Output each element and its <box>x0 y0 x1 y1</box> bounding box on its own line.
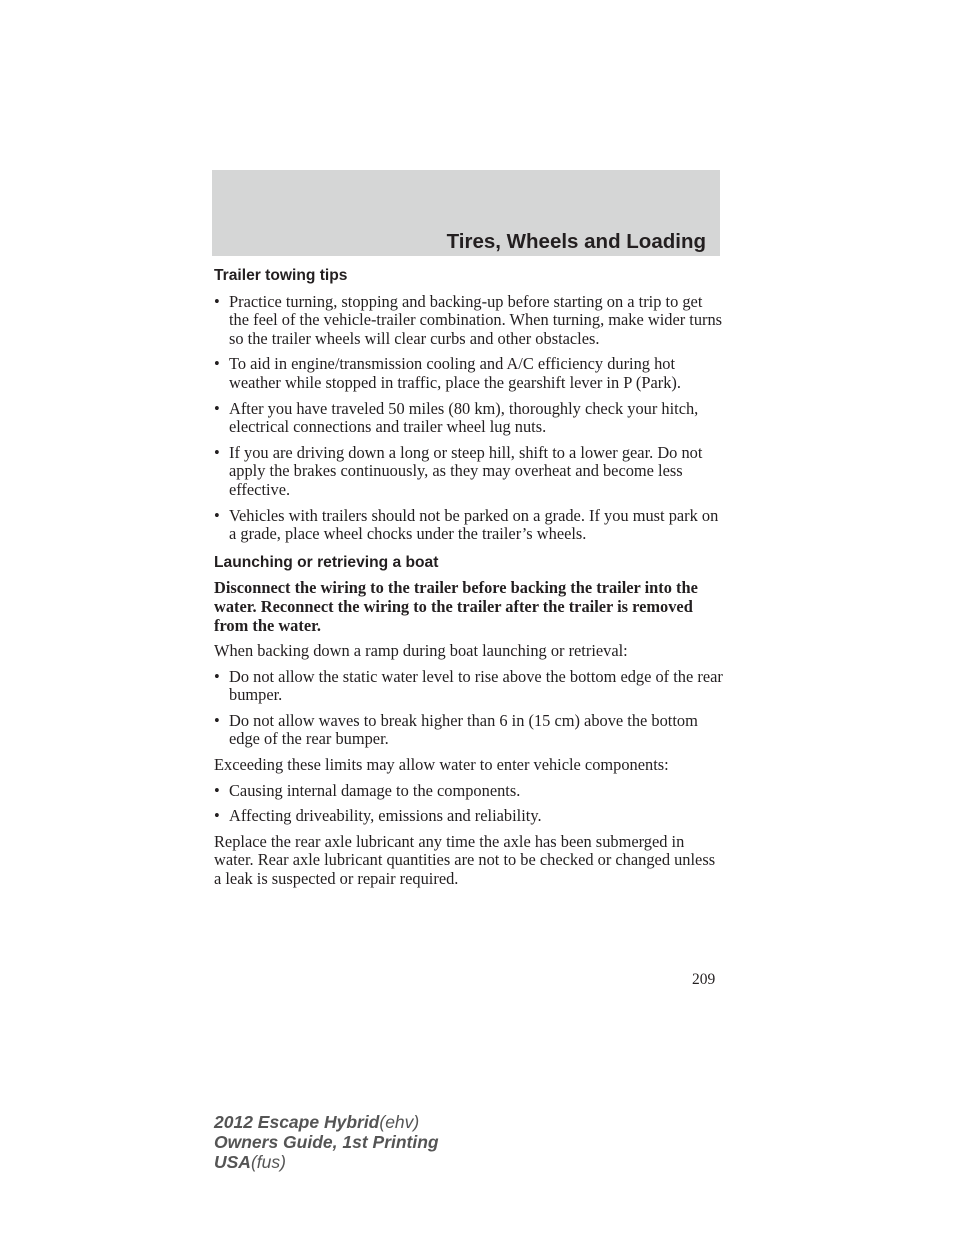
list-item <box>214 444 724 500</box>
footer-market-code: (fus) <box>250 1152 286 1172</box>
list-item <box>214 712 724 749</box>
list-item-text: Affecting driveability, emissions and reliability. <box>229 806 542 826</box>
list-item <box>214 400 724 437</box>
consequences-list <box>214 782 724 826</box>
list-item-text: Do not allow waves to break higher than 6 in (15 cm) above the bottom edge of the rear bumper. <box>229 710 698 749</box>
bullet-glyph: • <box>214 398 220 418</box>
exceeding-limits-paragraph: Exceeding these limits may allow water to enter vehicle components: <box>214 755 669 775</box>
bullet-glyph: • <box>214 780 220 800</box>
list-item <box>214 782 724 801</box>
section-title: Tires, Wheels and Loading <box>446 230 706 253</box>
ramp-rules-list <box>214 668 724 749</box>
bullet-glyph: • <box>214 291 220 311</box>
list-item-text: Causing internal damage to the components. <box>229 780 521 800</box>
list-item-text: Vehicles with trailers should not be parked on a grade. If you must park on a grade, place wheel chocks under the trailer’s wheels. <box>229 505 719 544</box>
footer-line-3 <box>214 1152 439 1172</box>
list-item <box>214 355 724 392</box>
bullet-glyph: • <box>214 806 220 826</box>
list-item <box>214 507 724 544</box>
page-content <box>214 267 724 896</box>
list-item <box>214 807 724 826</box>
bullet-glyph: • <box>214 710 220 730</box>
list-item <box>214 293 724 349</box>
ramp-intro-paragraph: When backing down a ramp during boat launching or retrieval: <box>214 641 628 661</box>
list-item-text: If you are driving down a long or steep hill, shift to a lower gear. Do not apply the brakes continuously, as they may overheat and become less effective. <box>229 442 703 499</box>
footer-line-1 <box>214 1112 439 1132</box>
list-item <box>214 668 724 705</box>
axle-lubricant-paragraph: Replace the rear axle lubricant any time the axle has been submerged in water. Rear axle lubricant quantities are not to be checked or changed unless a leak is suspected or repair required. <box>214 831 716 889</box>
bullet-glyph: • <box>214 666 220 686</box>
footer-model: 2012 Escape Hybrid <box>214 1112 380 1132</box>
list-item-text: After you have traveled 50 miles (80 km), thoroughly check your hitch, electrical connections and trailer wheel lug nuts. <box>229 398 699 437</box>
list-item-text: To aid in engine/transmission cooling and A/C efficiency during hot weather while stopped in traffic, place the gearshift lever in P (Park). <box>229 354 681 392</box>
list-item-text: Practice turning, stopping and backing-up before starting on a trip to get the feel of the vehicle-trailer combination. When turning, make wider turns so the trailer wheels will clear curbs and other obstacles. <box>229 291 723 348</box>
footer-line-2: Owners Guide, 1st Printing <box>214 1132 439 1152</box>
footer-market: USA <box>214 1152 251 1172</box>
heading-trailer-towing-tips: Trailer towing tips <box>214 267 348 284</box>
bullet-glyph: • <box>214 354 220 374</box>
bullet-glyph: • <box>214 505 220 525</box>
section-header-band <box>212 170 720 256</box>
page-number: 209 <box>692 971 716 988</box>
heading-launching-boat: Launching or retrieving a boat <box>214 553 439 571</box>
document-footer <box>214 1112 439 1172</box>
bullet-glyph: • <box>214 442 220 462</box>
list-item-text: Do not allow the static water level to rise above the bottom edge of the rear bumper. <box>229 666 723 705</box>
wiring-warning: Disconnect the wiring to the trailer before backing the trailer into the water. Reconnect the wiring to the trailer after the trailer is removed from the water. <box>214 578 698 635</box>
towing-tips-list <box>214 293 724 544</box>
footer-model-code: (ehv) <box>379 1112 420 1132</box>
